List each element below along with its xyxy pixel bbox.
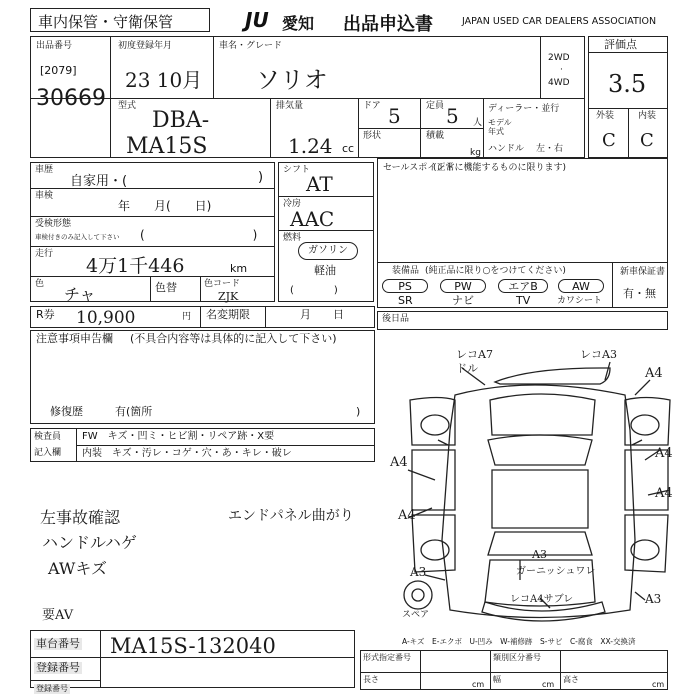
diag-note-7: A4 [655, 486, 673, 501]
handnote-3: AWキズ [48, 559, 108, 578]
name-change-label: 名変期限 [206, 308, 250, 321]
recycle-unit: 円 [182, 312, 192, 322]
diag-note-3: レコA3 [580, 348, 617, 361]
model-year-label: モデル [488, 118, 512, 127]
storage-title: 車内保管・守衛保管 [38, 13, 174, 31]
caution-sub: (不具合内容等は具体的に記入して下さい) [130, 332, 337, 345]
association-name: JAPAN USED CAR DEALERS ASSOCIATION [462, 16, 657, 27]
interior-value: C [640, 130, 654, 151]
capacity-label: 定員 [426, 101, 445, 111]
dealer-label: ディーラー・並行 [488, 104, 560, 114]
handnote-4: エンドパネル曲がり [228, 508, 354, 524]
acceptance-value: ( ) [140, 228, 258, 242]
shift-value: AT [306, 172, 333, 196]
equip-leather: カワシート [557, 296, 603, 306]
color-code-label: 色コード [204, 279, 241, 289]
inspection-label: 車検 [35, 191, 54, 201]
equip-ps: PS [382, 279, 428, 293]
length-unit: cm [472, 680, 485, 689]
lot-number: 30669 [36, 86, 106, 111]
diag-note-6: A4 [390, 455, 408, 470]
org-name: 愛知 [282, 14, 315, 33]
length-label: 長さ [363, 675, 379, 684]
diag-note-11: A3 [645, 592, 662, 606]
chassis-label: 車台番号 [36, 637, 80, 650]
equip-aw: AW [558, 279, 604, 293]
mileage-label: 走行 [35, 249, 54, 259]
handnote-1: 左事故確認 [40, 508, 121, 527]
registration-label: 登録番号 [36, 661, 80, 674]
displacement-value: 1.24 [288, 134, 333, 158]
displacement-unit: cc [342, 142, 355, 155]
diag-note-5: A4 [655, 446, 673, 461]
capacity-value: 5 [446, 104, 459, 128]
color-code-value: ZJK [218, 290, 239, 303]
spare-label: スペア [402, 610, 430, 620]
warranty-label: 新車保証書 [620, 267, 666, 277]
history-label: 車歴 [35, 165, 54, 175]
history-close: ) [258, 170, 264, 185]
chassis-value: MA15S-132040 [110, 634, 276, 658]
fuel-diesel: 軽油 [314, 264, 336, 277]
acceptance-label: 受検形態 [35, 219, 72, 229]
width-unit: cm [542, 680, 555, 689]
diag-note-8: A4 [398, 508, 416, 523]
equip-pw: PW [440, 279, 486, 293]
damage-legend: A-キズ E-エクボ U-凹み W-補修跡 S-サビ C-腐食 XX-交換済 [402, 637, 636, 646]
fuel-paren: ( ) [290, 285, 338, 296]
diag-note-4: A4 [645, 366, 663, 381]
fuel-gasoline-circled: ガソリン [298, 242, 358, 260]
mileage-unit: km [230, 262, 248, 275]
equip-tv: TV [516, 294, 531, 307]
model-name-label: 車名・グレード [219, 41, 283, 51]
sales-point-sub: (正常に機能するものに限ります) [433, 163, 567, 173]
doors-value: 5 [388, 104, 401, 128]
handnote-2: ハンドルハゲ [42, 533, 137, 552]
type-value-2: MA15S [126, 134, 208, 159]
first-reg-label: 初度登録年月 [118, 41, 173, 51]
handnote-5: 要AV [42, 608, 74, 623]
repair-value: 有(箇所 [115, 405, 153, 418]
width-label: 幅 [493, 675, 501, 684]
shift-label: シフト [283, 165, 311, 175]
inspector-label-1: 検査員 [34, 432, 62, 442]
first-reg-value: 23 10月 [125, 68, 203, 92]
load-label: 積載 [426, 131, 445, 141]
sales-point-label: セールスポイント [383, 163, 455, 173]
name-change-value: 月 日 [300, 308, 344, 321]
equipment-sub: (純正品に限り○をつけてください) [425, 266, 566, 276]
score-label: 評価点 [604, 38, 637, 51]
equip-airbag: エアB [498, 279, 548, 293]
back-item-label: 後日品 [382, 314, 410, 324]
recycle-label: R券 [36, 308, 55, 321]
drive-2wd: 2WD [548, 53, 570, 63]
equip-sr: SR [398, 294, 413, 307]
diag-note-9: A3 [410, 565, 427, 579]
diag-note-2: ドル [456, 362, 478, 375]
inspector-label-2: 記入欄 [34, 448, 62, 458]
warranty-options: 有・無 [623, 287, 656, 300]
ac-value: AAC [290, 207, 335, 231]
recycle-value: 10,900 [76, 308, 136, 328]
ju-logo: JU [245, 8, 269, 32]
shape-label: 形状 [363, 131, 382, 141]
plate-label: 登録番号 [36, 684, 68, 693]
height-label: 高さ [563, 675, 579, 684]
load-unit: kg [470, 148, 481, 158]
type-value-1: DBA- [152, 108, 210, 133]
form-title: 出品申込書 [343, 14, 433, 35]
diag-note-13: レコA4サブレ [510, 594, 574, 605]
equipment-label: 装備品 [392, 266, 420, 276]
score-value: 3.5 [608, 70, 647, 98]
inspection-value: 年 月( 日) [118, 199, 212, 213]
repair-close: ) [356, 405, 361, 418]
handle-options: 左・右 [536, 144, 564, 154]
history-value: 自家用・( [70, 174, 128, 189]
handle-label: ハンドル [488, 144, 525, 154]
equip-navi: ナビ [452, 294, 474, 307]
exterior-label: 外装 [596, 111, 615, 121]
capacity-unit: 人 [473, 118, 483, 128]
back-item-box [377, 311, 668, 330]
ac-label: 冷房 [283, 199, 302, 209]
lot-sub-number: [2079] [40, 64, 77, 77]
color-label: 色 [35, 279, 45, 289]
model-name-value: ソリオ [256, 66, 328, 94]
diag-note-12: ガーニッシュワレ [516, 566, 596, 577]
doors-label: ドア [363, 101, 381, 111]
color-change-label: 色替 [155, 281, 177, 294]
inspector-row-2: 内装 キズ・汚レ・コゲ・穴・あ・キレ・破レ [82, 448, 292, 459]
fuel-label: 燃料 [283, 233, 302, 243]
diag-note-10: A3 [532, 548, 547, 561]
displacement-label: 排気量 [276, 101, 304, 111]
drive-4wd: 4WD [548, 78, 570, 88]
mileage-value: 4万1千446 [86, 255, 185, 277]
caution-label: 注意事項申告欄 [36, 332, 113, 345]
inspector-row-1: FW キズ・凹ミ・ヒビ割・リペア跡・X要 [82, 431, 275, 442]
repair-label: 修復歴 [50, 405, 83, 418]
acceptance-sub: 車検付きのみ記入して下さい [35, 233, 120, 241]
exterior-value: C [602, 130, 616, 151]
drive-dot: · [560, 65, 563, 75]
diag-note-1: レコA7 [456, 348, 493, 361]
format-label: 形式指定番号 [363, 653, 411, 662]
lot-number-label: 出品番号 [36, 41, 73, 51]
model-year-sub: 年式 [488, 127, 504, 136]
height-unit: cm [652, 680, 665, 689]
category-label: 類別区分番号 [493, 653, 541, 662]
interior-label: 内装 [638, 111, 657, 121]
type-label: 型式 [118, 101, 137, 111]
color-value: チャ [64, 285, 96, 304]
